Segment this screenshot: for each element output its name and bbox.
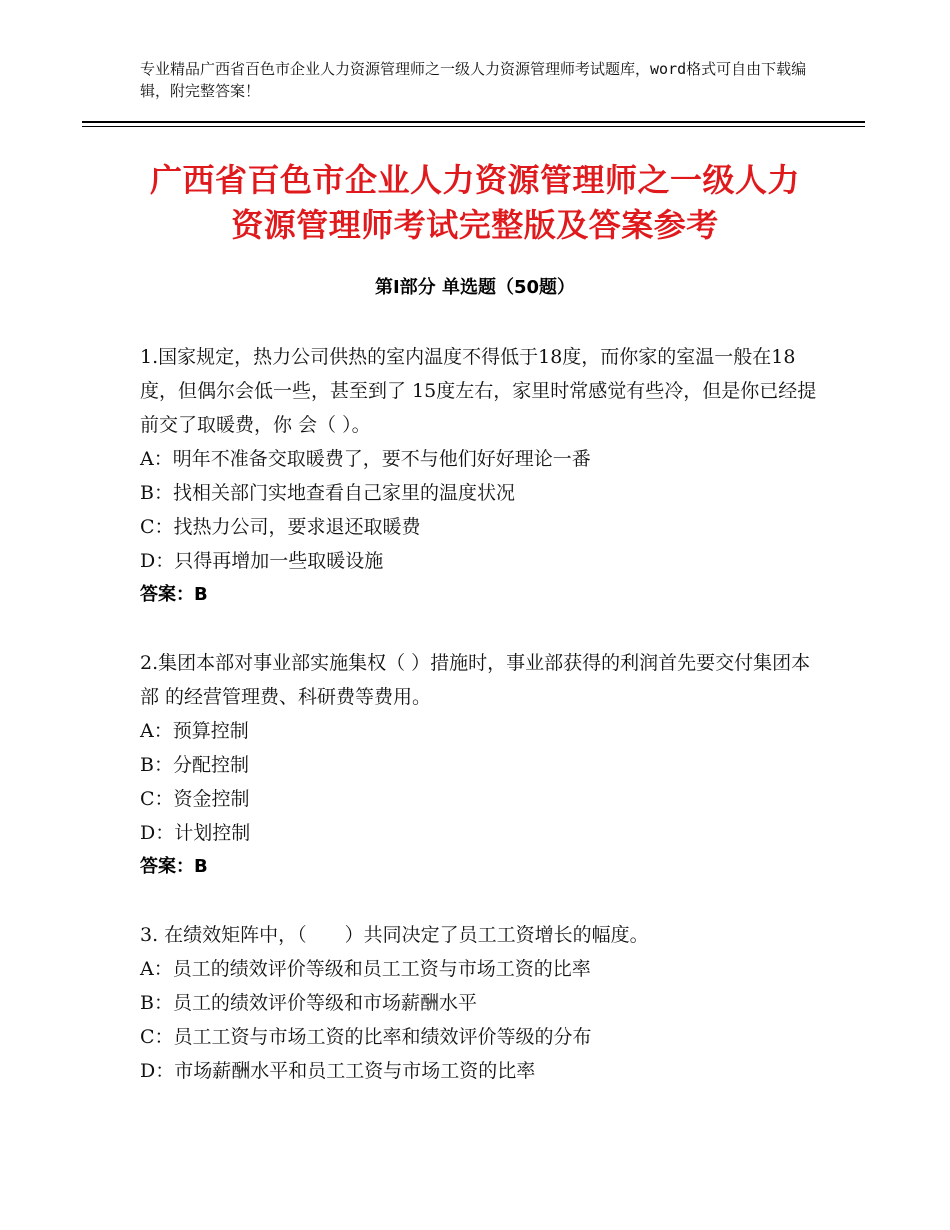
question-stem: 1.国家规定，热力公司供热的室内温度不得低于18度，而你家的室温一般在18度，但偶尔会低一些，甚至到了 15度左右，家里时常感觉有些冷，但是你已经提前交了取暖费，你 会（ ）。: [140, 346, 817, 436]
question-1: [140, 340, 820, 612]
question-stem: 3. 在绩效矩阵中，（ ）共同决定了员工工资增长的幅度。: [140, 924, 649, 946]
answer: 答案：B: [140, 856, 208, 877]
question-3: [140, 918, 820, 1088]
header-divider-thin: [82, 126, 865, 127]
option-d: D：只得再增加一些取暖设施: [140, 550, 384, 572]
header-divider: [82, 121, 865, 123]
option-c: C：员工工资与市场工资的比率和绩效评价等级的分布: [140, 1026, 592, 1048]
option-c: C：找热力公司，要求退还取暖费: [140, 516, 421, 538]
question-stem: 2.集团本部对事业部实施集权（ ）措施时，事业部获得的利润首先要交付集团本部 的经营管理费、科研费等费用。: [140, 652, 811, 708]
option-d: D：市场薪酬水平和员工工资与市场工资的比率: [140, 1060, 536, 1082]
question-list: [140, 340, 820, 1088]
option-c: C：资金控制: [140, 788, 250, 810]
document-title: 广西省百色市企业人力资源管理师之一级人力资源管理师考试完整版及答案参考: [149, 161, 800, 244]
option-b: B：员工的绩效评价等级和市场薪酬水平: [140, 992, 477, 1014]
section-heading: 第Ⅰ部分 单选题（50题）: [374, 277, 575, 298]
option-d: D：计划控制: [140, 822, 251, 844]
header-note: 专业精品广西省百色市企业人力资源管理师之一级人力资源管理师考试题库，word格式可自由下载编辑，附完整答案！: [140, 60, 807, 100]
option-a: A：预算控制: [140, 720, 249, 742]
question-2: [140, 646, 820, 884]
option-b: B：分配控制: [140, 754, 249, 776]
option-b: B：找相关部门实地查看自己家里的温度状况: [140, 482, 515, 504]
option-a: A：员工的绩效评价等级和员工工资与市场工资的比率: [140, 958, 591, 980]
option-a: A：明年不准备交取暖费了，要不与他们好好理论一番: [140, 448, 591, 470]
answer: 答案：B: [140, 584, 208, 605]
